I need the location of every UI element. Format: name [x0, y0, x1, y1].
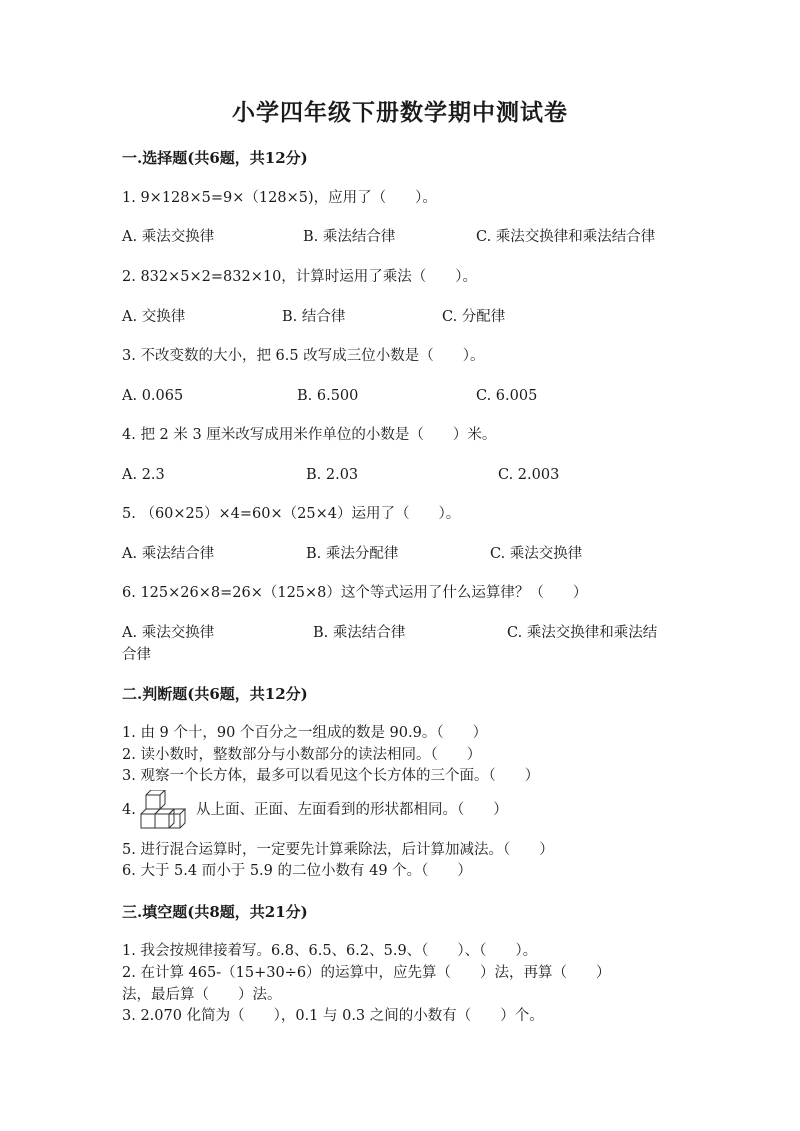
question-3: 3. 不改变数的大小，把 6.5 改写成三位小数是（ ）。	[122, 348, 485, 364]
q1-option-b: B. 乘法结合律	[303, 229, 396, 245]
q2-option-b: B. 结合律	[282, 309, 346, 325]
judge-item-4-number: 4.	[122, 802, 136, 818]
question-1: 1. 9×128×5=9×（128×5)，应用了（ ）。	[122, 190, 437, 206]
q6-option-c: C. 乘法交换律和乘法结	[507, 625, 658, 641]
judge-item-2: 2. 读小数时，整数部分与小数部分的读法相同。（ ）	[122, 747, 482, 763]
page-title: 小学四年级下册数学期中测试卷	[232, 99, 568, 126]
fill-item-1: 1. 我会按规律接着写。6.8、6.5、6.2、5.9、（ ）、（ ）。	[122, 943, 538, 959]
question-2: 2. 832×5×2=832×10，计算时运用了乘法（ ）。	[122, 269, 478, 285]
q1-option-a: A. 乘法交换律	[122, 229, 215, 245]
fill-item-3: 3. 2.070 化简为（ ），0.1 与 0.3 之间的小数有（ ）个。	[122, 1008, 544, 1024]
q5-option-b: B. 乘法分配律	[306, 546, 399, 562]
judge-item-6: 6. 大于 5.4 而小于 5.9 的二位小数有 49 个。（ ）	[122, 863, 472, 879]
q5-option-c: C. 乘法交换律	[490, 546, 583, 562]
fill-item-2: 2. 在计算 465-（15+30÷6）的运算中，应先算（ ）法，再算（ ）	[122, 965, 611, 981]
q1-option-c: C. 乘法交换律和乘法结合律	[476, 229, 656, 245]
section-heading-judge: 二.判断题(共6题，共12分)	[122, 685, 308, 703]
section-heading-fill: 三.填空题(共8题，共21分)	[122, 903, 308, 921]
judge-item-3: 3. 观察一个长方体，最多可以看见这个长方体的三个面。（ ）	[122, 768, 540, 784]
judge-item-5: 5. 进行混合运算时，一定要先计算乘除法，后计算加减法。（ ）	[122, 842, 554, 858]
section-heading-choice: 一.选择题(共6题，共12分)	[122, 149, 308, 167]
cube-stack-figure	[139, 790, 187, 832]
q4-option-a: A. 2.3	[122, 467, 165, 483]
q3-option-b: B. 6.500	[297, 388, 359, 404]
judge-item-4: 从上面、正面、左面看到的形状都相同。（ ）	[196, 802, 508, 818]
q4-option-b: B. 2.03	[306, 467, 359, 483]
q6-option-c-wrap: 合律	[122, 647, 151, 663]
question-5: 5. （60×25）×4=60×（25×4）运用了（ ）。	[122, 506, 461, 522]
q4-option-c: C. 2.003	[498, 467, 560, 483]
judge-item-1: 1. 由 9 个十，90 个百分之一组成的数是 90.9。（ ）	[122, 725, 488, 741]
fill-item-2-wrap: 法，最后算（ ）法。	[122, 987, 282, 1003]
q2-option-a: A. 交换律	[122, 309, 186, 325]
q6-option-a: A. 乘法交换律	[122, 625, 215, 641]
question-4: 4. 把 2 米 3 厘米改写成用米作单位的小数是（ ）米。	[122, 427, 497, 443]
question-6: 6. 125×26×8=26×（125×8）这个等式运用了什么运算律？（ ）	[122, 585, 588, 601]
q6-option-b: B. 乘法结合律	[313, 625, 406, 641]
q5-option-a: A. 乘法结合律	[122, 546, 215, 562]
q3-option-a: A. 0.065	[122, 388, 184, 404]
q2-option-c: C. 分配律	[442, 309, 506, 325]
q3-option-c: C. 6.005	[476, 388, 538, 404]
